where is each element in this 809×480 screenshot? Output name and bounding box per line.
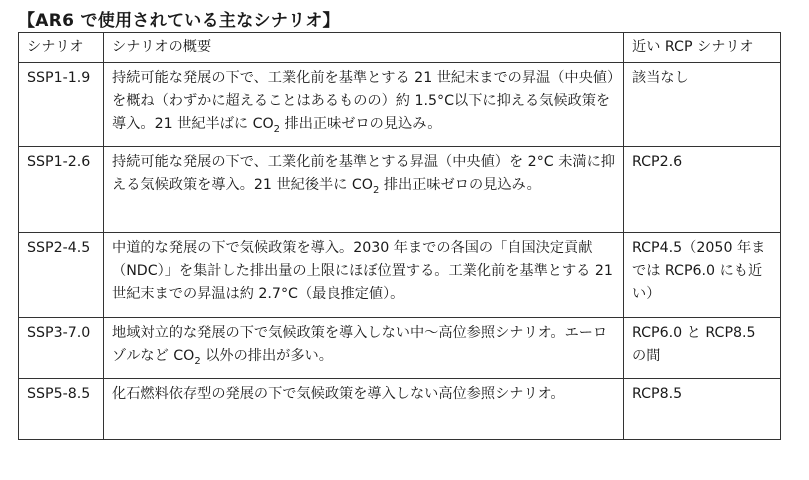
rcp-scenario: 該当なし (624, 63, 781, 147)
scenario-name: SSP2-4.5 (19, 233, 104, 318)
table-row (19, 318, 781, 379)
table-row (19, 147, 781, 233)
scenario-name: SSP1-1.9 (19, 63, 104, 147)
description-text: 持続可能な発展の下で、工業化前を基準とする 21 世紀末までの昇温（中央値）を概ね（わずかに超えることはあるものの）約 1.5°C以下に抑える気候政策を導入。21 世紀半ばに CO (112, 70, 615, 132)
rcp-scenario: RCP6.0 と RCP8.5 の間 (624, 318, 781, 379)
description-text: 化石燃料依存型の発展の下で気候政策を導入しない高位参照シナリオ。 (112, 386, 565, 402)
scenario-description (104, 318, 624, 379)
description-text: 以外の排出が多い。 (200, 348, 333, 364)
table-header-row (19, 33, 781, 63)
scenario-table (18, 32, 781, 440)
scenario-description (104, 63, 624, 147)
scenario-description (104, 233, 624, 318)
scenario-name: SSP5-8.5 (19, 379, 104, 440)
rcp-scenario: RCP4.5（2050 年までは RCP6.0 にも近い） (624, 233, 781, 318)
scenario-description (104, 147, 624, 233)
header-overview: シナリオの概要 (104, 33, 624, 63)
description-text: 排出正味ゼロの見込み。 (280, 116, 442, 132)
scenario-name: SSP1-2.6 (19, 147, 104, 233)
table-row (19, 63, 781, 147)
rcp-scenario: RCP8.5 (624, 379, 781, 440)
description-text: 中道的な発展の下で気候政策を導入。2030 年までの各国の「自国決定貢献（NDC）」を集計した排出量の上限にほぼ位置する。工業化前を基準とする 21 世紀末までの昇温は約 2.7°C（最良推定値）。 (112, 240, 613, 302)
table-row (19, 379, 781, 440)
header-scenario: シナリオ (19, 33, 104, 63)
header-rcp: 近い RCP シナリオ (624, 33, 781, 63)
subscript: 2 (372, 184, 380, 196)
description-text: 持続可能な発展の下で、工業化前を基準とする昇温（中央値）を 2°C 未満に抑える気候政策を導入。21 世紀後半に CO (112, 154, 615, 193)
subscript: 2 (273, 123, 281, 135)
page-title: 【AR6 で使用されている主なシナリオ】 (18, 11, 340, 31)
description-text: 地域対立的な発展の下で気候政策を導入しない中～高位参照シナリオ。エーロゾルなど CO (112, 325, 608, 364)
scenario-name: SSP3-7.0 (19, 318, 104, 379)
subscript: 2 (194, 355, 201, 367)
rcp-scenario: RCP2.6 (624, 147, 781, 233)
description-text: 排出正味ゼロの見込み。 (379, 177, 541, 193)
scenario-description (104, 379, 624, 440)
table-row (19, 233, 781, 318)
